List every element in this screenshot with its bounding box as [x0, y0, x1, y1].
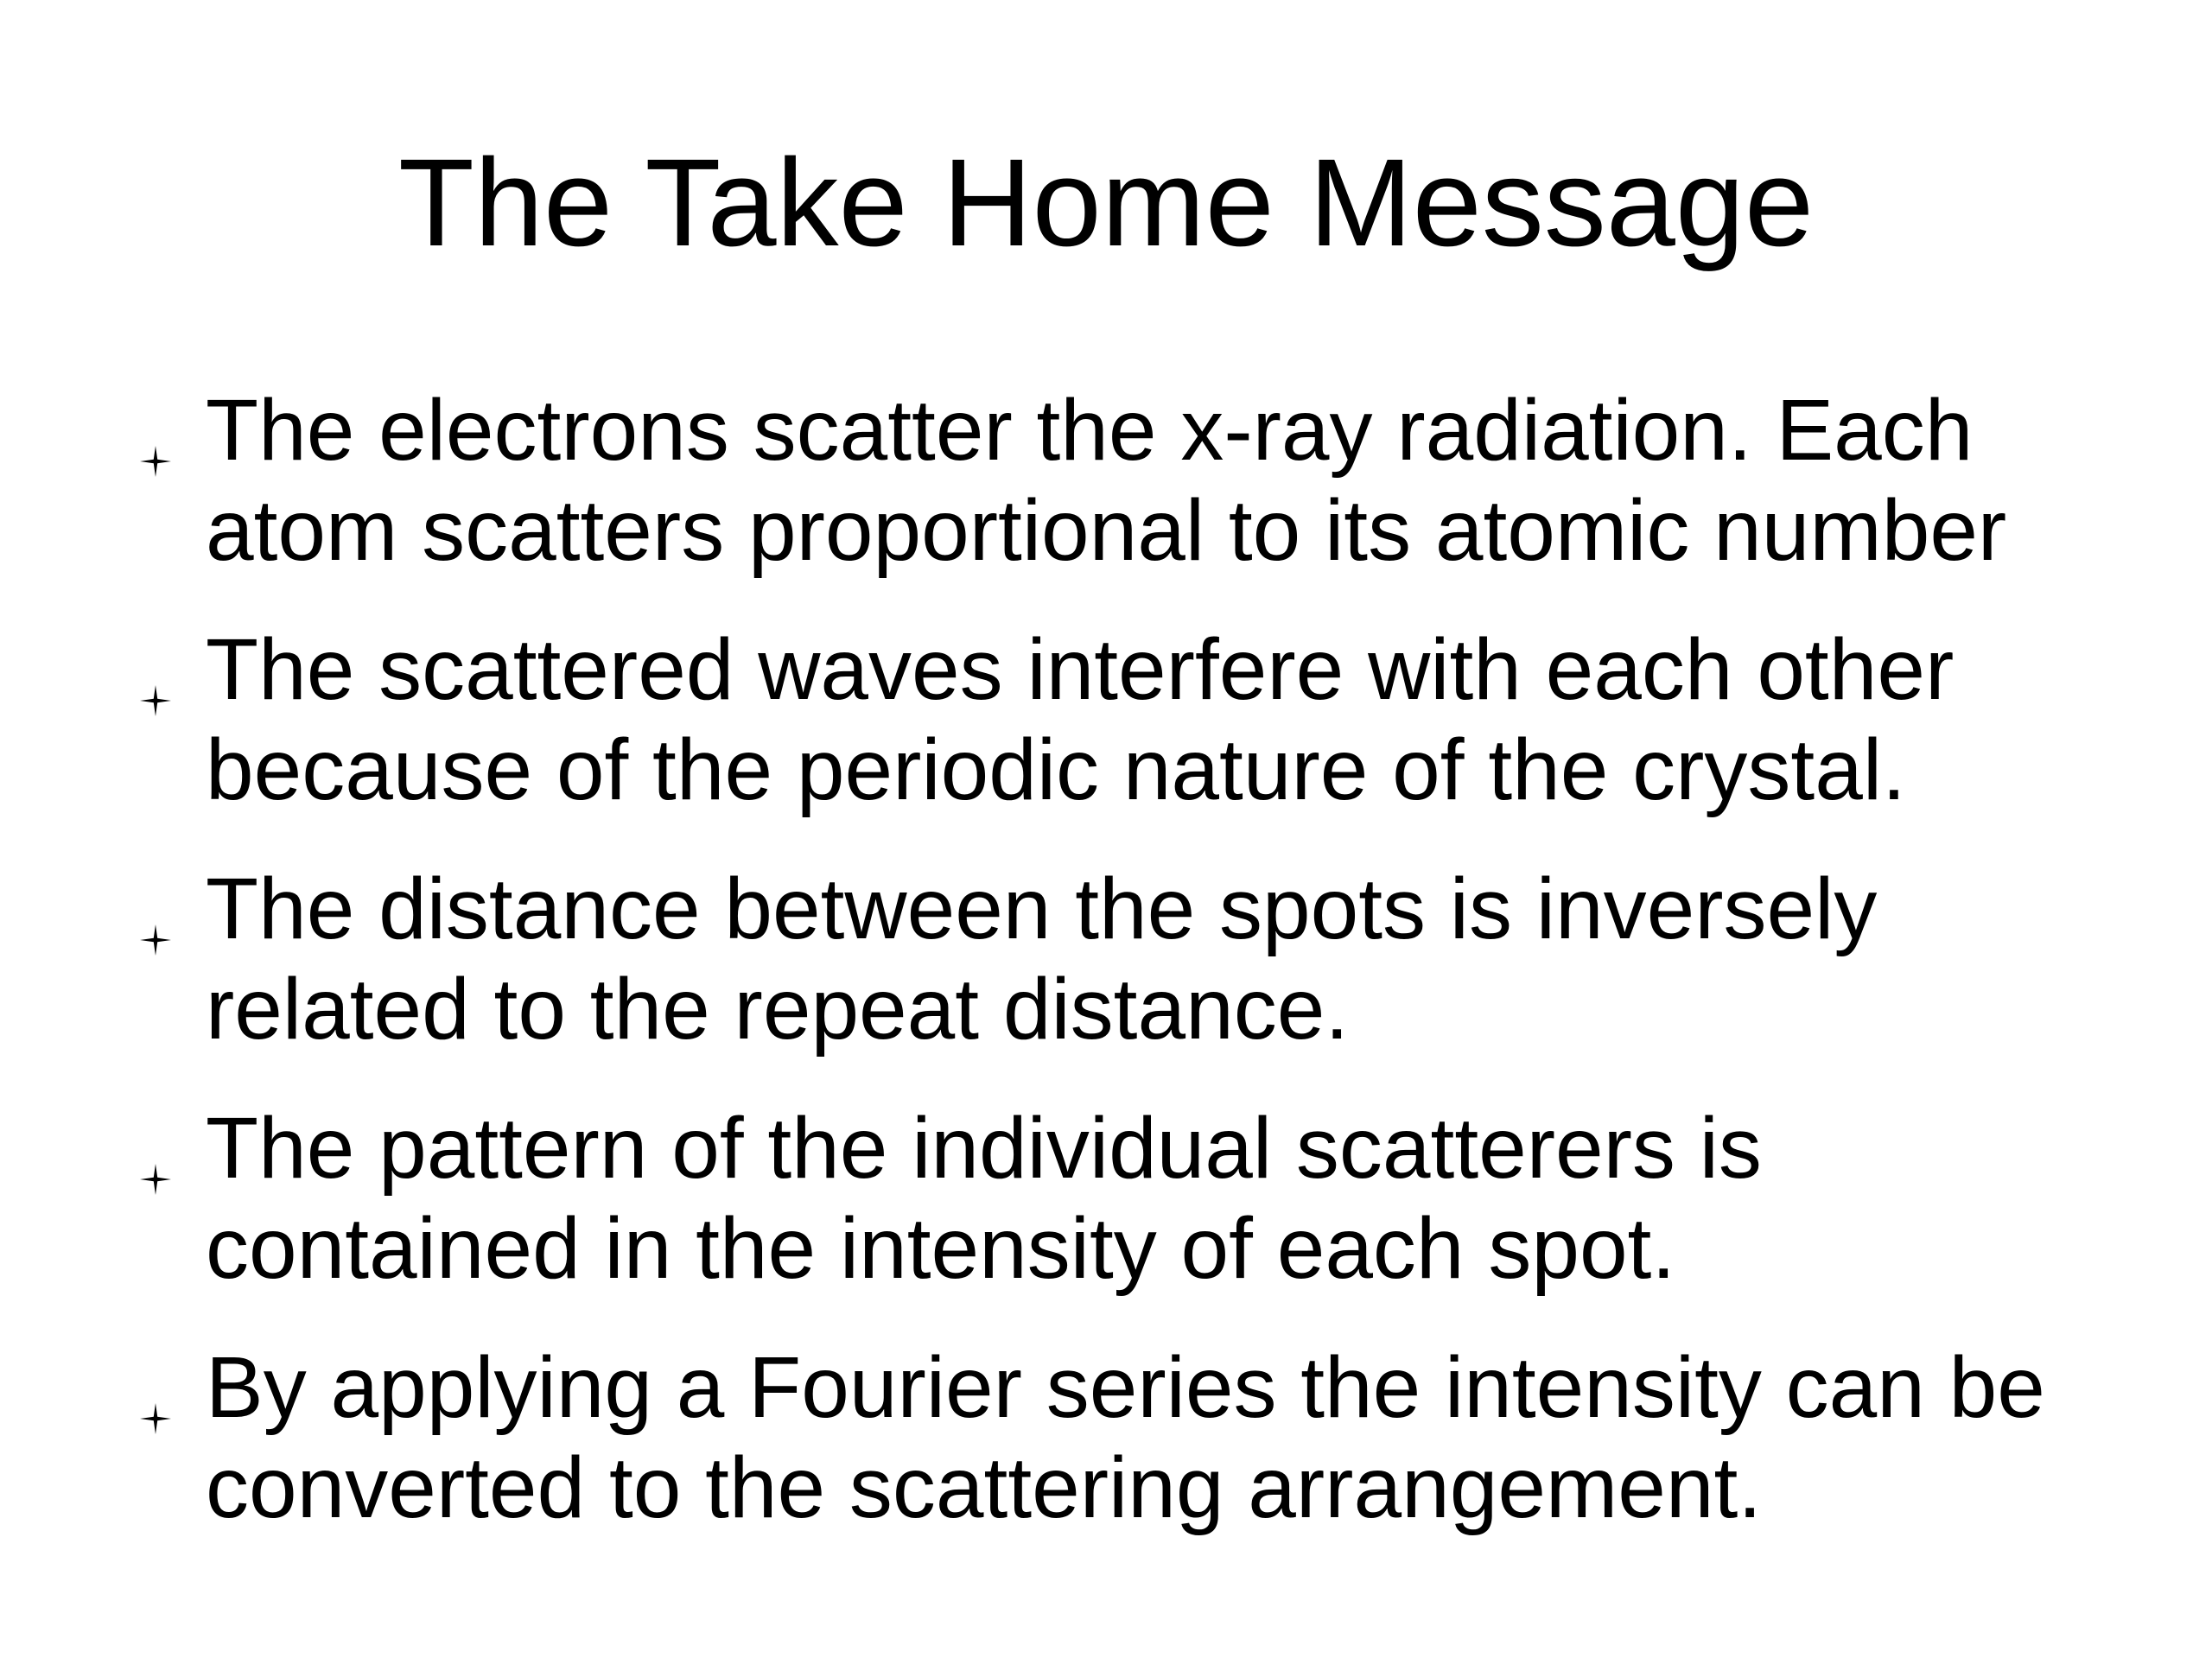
bullet-line: The distance between the spots is inversely	[206, 861, 1878, 957]
bullet-item	[0, 859, 2212, 1098]
bullet-line: atom scatters proportional to its atomic number	[206, 482, 2007, 579]
four-point-star-icon	[138, 1162, 173, 1197]
bullet-line: converted to the scattering arrangement.	[206, 1439, 1763, 1536]
four-point-star-icon	[138, 1401, 173, 1436]
bullet-line: The electrons scatter the x-ray radiation. Each	[206, 382, 1974, 479]
bullet-line: related to the repeat distance.	[206, 961, 1350, 1058]
four-point-star-icon	[138, 923, 173, 957]
slide-title: The Take Home Message	[397, 133, 1815, 272]
bullet-item	[0, 1337, 2212, 1577]
bullet-list	[0, 380, 2212, 1577]
bullet-item	[0, 380, 2212, 619]
bullet-line: The scattered waves interfere with each other	[206, 621, 1955, 718]
bullet-text	[206, 859, 2193, 1059]
bullet-line: contained in the intensity of each spot.	[206, 1200, 1676, 1297]
bullet-line: because of the periodic nature of the crystal.	[206, 721, 1906, 818]
bullet-line: The pattern of the individual scatterers is	[206, 1100, 1762, 1197]
four-point-star-icon	[138, 444, 173, 479]
bullet-text	[206, 380, 2193, 581]
bullet-text	[206, 619, 2193, 820]
four-point-star-icon	[138, 683, 173, 718]
bullet-line: By applying a Fourier series the intensity can be	[206, 1339, 2045, 1436]
bullet-item	[0, 1098, 2212, 1337]
bullet-text	[206, 1098, 2193, 1299]
bullet-item	[0, 619, 2212, 859]
bullet-text	[206, 1337, 2193, 1538]
